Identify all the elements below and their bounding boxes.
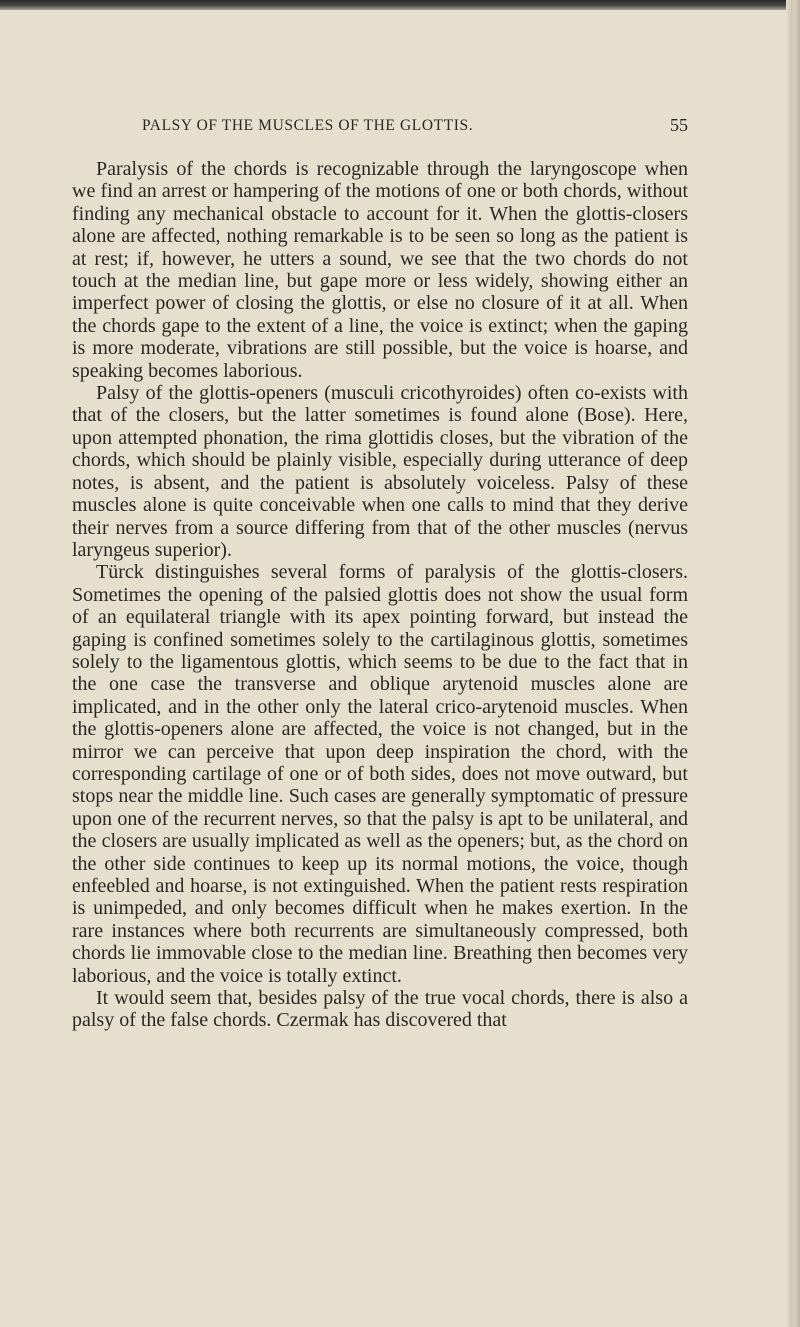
book-page xyxy=(72,102,688,1032)
paragraph-2: Palsy of the glottis-openers (musculi cricothyroides) often co-exists with that of the closers, but the latter sometimes is found alone (Bose). Here, upon attempted phonation, the rima glottidis closes, but the vibration of the chords, which should be plainly visible, especially during utterance of deep notes, is absent, and the patient is absolutely voiceless. Palsy of these muscles alone is quite conceivable when one calls to mind that they derive their nerves from a source differing from that of the other muscles (nervus laryngeus superior). xyxy=(72,382,688,561)
paragraph-1: Paralysis of the chords is recognizable through the laryngoscope when we find an arrest or hampering of the motions of one or both chords, without finding any mechanical obstacle to account for it. When the glottis-closers alone are affected, nothing remarkable is to be seen so long as the patient is at rest; if, however, he utters a sound, we see that the two chords do not touch at the median line, but gape more or less widely, showing either an imperfect power of closing the glottis, or else no closure of it at all. When the chords gape to the extent of a line, the voice is extinct; when the gaping is more moderate, vibrations are still possible, but the voice is hoarse, and speaking becomes laborious. xyxy=(72,158,688,382)
paragraph-3: Türck distinguishes several forms of paralysis of the glottis-closers. Sometimes the opening of the palsied glottis does not show the usual form of an equilateral triangle with its apex pointing forward, but instead the gaping is confined sometimes solely to the cartilaginous glottis, sometimes solely to the ligamentous glottis, which seems to be due to the fact that in the one case the transverse and oblique arytenoid muscles alone are implicated, and in the other only the lateral crico-arytenoid muscles. When the glottis-openers alone are affected, the voice is not changed, but in the mirror we can perceive that upon deep inspiration the chord, with the corresponding cartilage of one or of both sides, does not move outward, but stops near the middle line. Such cases are generally symptomatic of pressure upon one of the recurrent nerves, so that the palsy is apt to be unilateral, and the closers are usually implicated as well as the openers; but, as the chord on the other side continues to keep up its normal motions, the voice, though enfeebled and hoarse, is not extinguished. When the patient rests respiration is unimpeded, and only becomes difficult when he makes exertion. In the rare instances where both recurrents are simultaneously compressed, both chords lie immovable close to the median line. Breathing then becomes very laborious, and the voice is totally extinct. xyxy=(72,561,688,987)
running-header xyxy=(72,102,688,136)
page-number: 55 xyxy=(670,115,688,135)
paragraph-4: It would seem that, besides palsy of the true vocal chords, there is also a palsy of the false chords. Czermak has discovered that xyxy=(72,987,688,1032)
page-edge-shadow xyxy=(786,0,800,1327)
chapter-title: PALSY OF THE MUSCLES OF THE GLOTTIS. xyxy=(142,117,474,134)
scan-top-edge xyxy=(0,0,800,10)
body-text xyxy=(72,158,688,1032)
